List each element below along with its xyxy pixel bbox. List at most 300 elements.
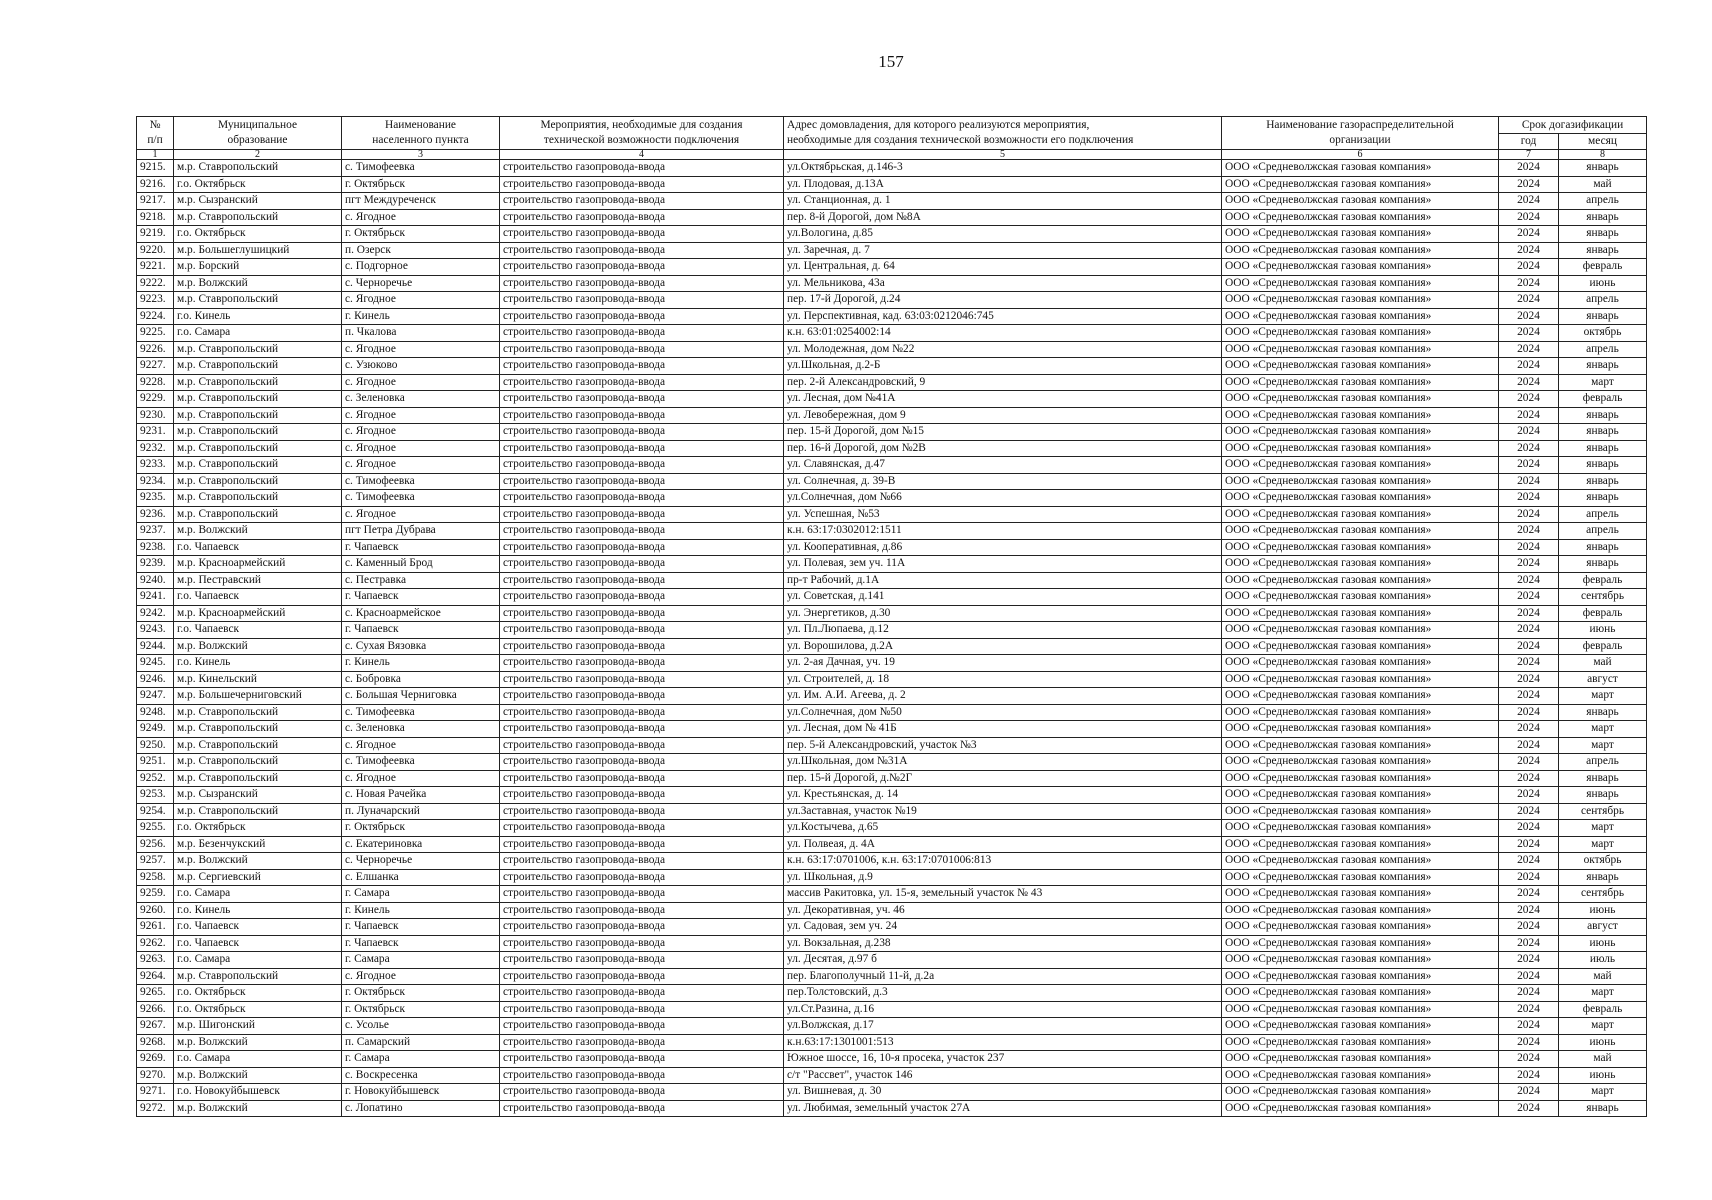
- table-row: [137, 209, 1647, 226]
- year-cell: 2024: [1499, 853, 1559, 870]
- municipality-cell: м.р. Ставропольский: [174, 209, 342, 226]
- address-cell: ул. Славянская, д.47: [784, 457, 1222, 474]
- municipality-cell: м.р. Ставропольский: [174, 490, 342, 507]
- table-row: [137, 704, 1647, 721]
- header-settlement: [342, 117, 500, 150]
- organization-cell: ООО «Средневолжская газовая компания»: [1222, 457, 1499, 474]
- settlement-cell: с. Каменный Брод: [342, 556, 500, 573]
- year-cell: 2024: [1499, 1067, 1559, 1084]
- address-cell: к.н.63:17:1301001:513: [784, 1034, 1222, 1051]
- municipality-cell: м.р. Волжский: [174, 1067, 342, 1084]
- municipality-cell: м.р. Волжский: [174, 1100, 342, 1117]
- address-cell: ул. Декоративная, уч. 46: [784, 902, 1222, 919]
- measure-cell: строительство газопровода-ввода: [500, 952, 784, 969]
- header-year: год: [1499, 134, 1559, 150]
- municipality-cell: г.о. Октябрьск: [174, 176, 342, 193]
- address-cell: пер. 16-й Дорогой, дом №2В: [784, 440, 1222, 457]
- address-cell: ул. Вишневая, д. 30: [784, 1084, 1222, 1101]
- municipality-cell: м.р. Сызранский: [174, 193, 342, 210]
- month-cell: январь: [1559, 440, 1647, 457]
- row-number: 9236.: [137, 506, 174, 523]
- settlement-cell: с. Большая Черниговка: [342, 688, 500, 705]
- municipality-cell: м.р. Красноармейский: [174, 605, 342, 622]
- address-cell: ул. 2-ая Дачная, уч. 19: [784, 655, 1222, 672]
- row-number: 9216.: [137, 176, 174, 193]
- organization-cell: ООО «Средневолжская газовая компания»: [1222, 1100, 1499, 1117]
- settlement-cell: с. Лопатино: [342, 1100, 500, 1117]
- header-settlement-line2: населенного пункта: [372, 134, 469, 146]
- table-row: [137, 622, 1647, 639]
- row-number: 9267.: [137, 1018, 174, 1035]
- settlement-cell: г. Новокуйбышевск: [342, 1084, 500, 1101]
- month-cell: июнь: [1559, 902, 1647, 919]
- organization-cell: ООО «Средневолжская газовая компания»: [1222, 820, 1499, 837]
- measure-cell: строительство газопровода-ввода: [500, 341, 784, 358]
- table-row: [137, 242, 1647, 259]
- organization-cell: ООО «Средневолжская газовая компания»: [1222, 869, 1499, 886]
- row-number: 9257.: [137, 853, 174, 870]
- measure-cell: строительство газопровода-ввода: [500, 655, 784, 672]
- municipality-cell: м.р. Волжский: [174, 1034, 342, 1051]
- year-cell: 2024: [1499, 1018, 1559, 1035]
- table-row: [137, 292, 1647, 309]
- table-row: [137, 572, 1647, 589]
- year-cell: 2024: [1499, 968, 1559, 985]
- measure-cell: строительство газопровода-ввода: [500, 193, 784, 210]
- row-number: 9268.: [137, 1034, 174, 1051]
- organization-cell: ООО «Средневолжская газовая компания»: [1222, 638, 1499, 655]
- measure-cell: строительство газопровода-ввода: [500, 1100, 784, 1117]
- address-cell: массив Ракитовка, ул. 15-я, земельный участок № 43: [784, 886, 1222, 903]
- year-cell: 2024: [1499, 391, 1559, 408]
- settlement-cell: г. Самара: [342, 952, 500, 969]
- table-row: [137, 193, 1647, 210]
- row-number: 9227.: [137, 358, 174, 375]
- settlement-cell: г. Кинель: [342, 655, 500, 672]
- measure-cell: строительство газопровода-ввода: [500, 209, 784, 226]
- settlement-cell: с. Ягодное: [342, 968, 500, 985]
- settlement-cell: с. Елшанка: [342, 869, 500, 886]
- organization-cell: ООО «Средневолжская газовая компания»: [1222, 1034, 1499, 1051]
- municipality-cell: м.р. Ставропольский: [174, 721, 342, 738]
- table-body: [137, 160, 1647, 1117]
- address-cell: ул. Плодовая, д.13А: [784, 176, 1222, 193]
- organization-cell: ООО «Средневолжская газовая компания»: [1222, 358, 1499, 375]
- measure-cell: строительство газопровода-ввода: [500, 919, 784, 936]
- settlement-cell: с. Ягодное: [342, 407, 500, 424]
- month-cell: март: [1559, 737, 1647, 754]
- table-row: [137, 968, 1647, 985]
- row-number: 9218.: [137, 209, 174, 226]
- municipality-cell: м.р. Борский: [174, 259, 342, 276]
- settlement-cell: г. Чапаевск: [342, 935, 500, 952]
- month-cell: сентябрь: [1559, 886, 1647, 903]
- year-cell: 2024: [1499, 572, 1559, 589]
- year-cell: 2024: [1499, 226, 1559, 243]
- year-cell: 2024: [1499, 902, 1559, 919]
- municipality-cell: м.р. Ставропольский: [174, 391, 342, 408]
- row-number: 9221.: [137, 259, 174, 276]
- settlement-cell: г. Чапаевск: [342, 919, 500, 936]
- row-number: 9259.: [137, 886, 174, 903]
- table-row: [137, 869, 1647, 886]
- organization-cell: ООО «Средневолжская газовая компания»: [1222, 275, 1499, 292]
- settlement-cell: г. Самара: [342, 1051, 500, 1068]
- organization-cell: ООО «Средневолжская газовая компания»: [1222, 1051, 1499, 1068]
- settlement-cell: г. Кинель: [342, 902, 500, 919]
- year-cell: 2024: [1499, 787, 1559, 804]
- year-cell: 2024: [1499, 473, 1559, 490]
- month-cell: февраль: [1559, 605, 1647, 622]
- municipality-cell: м.р. Ставропольский: [174, 457, 342, 474]
- address-cell: ул. Школьная, д.9: [784, 869, 1222, 886]
- settlement-cell: п. Чкалова: [342, 325, 500, 342]
- measure-cell: строительство газопровода-ввода: [500, 737, 784, 754]
- month-cell: январь: [1559, 490, 1647, 507]
- organization-cell: ООО «Средневолжская газовая компания»: [1222, 968, 1499, 985]
- municipality-cell: м.р. Волжский: [174, 523, 342, 540]
- municipality-cell: м.р. Ставропольский: [174, 737, 342, 754]
- column-index: 5: [784, 150, 1222, 160]
- organization-cell: ООО «Средневолжская газовая компания»: [1222, 655, 1499, 672]
- table-row: [137, 473, 1647, 490]
- table-row: [137, 770, 1647, 787]
- municipality-cell: г.о. Самара: [174, 1051, 342, 1068]
- municipality-cell: м.р. Волжский: [174, 638, 342, 655]
- month-cell: июнь: [1559, 1034, 1647, 1051]
- row-number: 9244.: [137, 638, 174, 655]
- settlement-cell: г. Чапаевск: [342, 622, 500, 639]
- month-cell: август: [1559, 919, 1647, 936]
- row-number: 9238.: [137, 539, 174, 556]
- table-row: [137, 440, 1647, 457]
- municipality-cell: г.о. Чапаевск: [174, 539, 342, 556]
- organization-cell: ООО «Средневолжская газовая компания»: [1222, 308, 1499, 325]
- month-cell: июнь: [1559, 622, 1647, 639]
- settlement-cell: с. Черноречье: [342, 853, 500, 870]
- address-cell: ул. Советская, д.141: [784, 589, 1222, 606]
- month-cell: февраль: [1559, 259, 1647, 276]
- settlement-cell: г. Октябрьск: [342, 820, 500, 837]
- municipality-cell: м.р. Пестравский: [174, 572, 342, 589]
- settlement-cell: с. Ягодное: [342, 424, 500, 441]
- column-index: 4: [500, 150, 784, 160]
- table-row: [137, 655, 1647, 672]
- table-row: [137, 1084, 1647, 1101]
- measure-cell: строительство газопровода-ввода: [500, 622, 784, 639]
- organization-cell: ООО «Средневолжская газовая компания»: [1222, 919, 1499, 936]
- measure-cell: строительство газопровода-ввода: [500, 391, 784, 408]
- table-row: [137, 308, 1647, 325]
- year-cell: 2024: [1499, 1051, 1559, 1068]
- row-number: 9232.: [137, 440, 174, 457]
- organization-cell: ООО «Средневолжская газовая компания»: [1222, 160, 1499, 177]
- row-number: 9252.: [137, 770, 174, 787]
- year-cell: 2024: [1499, 869, 1559, 886]
- measure-cell: строительство газопровода-ввода: [500, 242, 784, 259]
- address-cell: ул. Любимая, земельный участок 27А: [784, 1100, 1222, 1117]
- organization-cell: ООО «Средневолжская газовая компания»: [1222, 853, 1499, 870]
- row-number: 9225.: [137, 325, 174, 342]
- address-cell: пер. 8-й Дорогой, дом №8А: [784, 209, 1222, 226]
- address-cell: ул. Станционная, д. 1: [784, 193, 1222, 210]
- measure-cell: строительство газопровода-ввода: [500, 358, 784, 375]
- month-cell: апрель: [1559, 292, 1647, 309]
- measure-cell: строительство газопровода-ввода: [500, 902, 784, 919]
- measure-cell: строительство газопровода-ввода: [500, 160, 784, 177]
- month-cell: июнь: [1559, 275, 1647, 292]
- municipality-cell: г.о. Чапаевск: [174, 589, 342, 606]
- municipality-cell: м.р. Ставропольский: [174, 704, 342, 721]
- measure-cell: строительство газопровода-ввода: [500, 556, 784, 573]
- row-number: 9258.: [137, 869, 174, 886]
- measure-cell: строительство газопровода-ввода: [500, 589, 784, 606]
- row-number: 9245.: [137, 655, 174, 672]
- header-org-line1: Наименование газораспределительной: [1266, 119, 1454, 131]
- year-cell: 2024: [1499, 1034, 1559, 1051]
- organization-cell: ООО «Средневолжская газовая компания»: [1222, 935, 1499, 952]
- measure-cell: строительство газопровода-ввода: [500, 968, 784, 985]
- measure-cell: строительство газопровода-ввода: [500, 605, 784, 622]
- year-cell: 2024: [1499, 424, 1559, 441]
- settlement-cell: с. Бобровка: [342, 671, 500, 688]
- row-number: 9247.: [137, 688, 174, 705]
- measure-cell: строительство газопровода-ввода: [500, 424, 784, 441]
- settlement-cell: с. Красноармейское: [342, 605, 500, 622]
- settlement-cell: с. Усолье: [342, 1018, 500, 1035]
- year-cell: 2024: [1499, 292, 1559, 309]
- table-row: [137, 1034, 1647, 1051]
- organization-cell: ООО «Средневолжская газовая компания»: [1222, 1018, 1499, 1035]
- organization-cell: ООО «Средневолжская газовая компания»: [1222, 721, 1499, 738]
- year-cell: 2024: [1499, 457, 1559, 474]
- row-number: 9220.: [137, 242, 174, 259]
- year-cell: 2024: [1499, 704, 1559, 721]
- municipality-cell: г.о. Чапаевск: [174, 919, 342, 936]
- year-cell: 2024: [1499, 308, 1559, 325]
- month-cell: май: [1559, 176, 1647, 193]
- header-measures-line1: Мероприятия, необходимые для создания: [540, 119, 743, 131]
- month-cell: июль: [1559, 952, 1647, 969]
- municipality-cell: м.р. Ставропольский: [174, 407, 342, 424]
- row-number: 9228.: [137, 374, 174, 391]
- table-row: [137, 391, 1647, 408]
- table-row: [137, 803, 1647, 820]
- row-number: 9254.: [137, 803, 174, 820]
- address-cell: ул.Волжская, д.17: [784, 1018, 1222, 1035]
- month-cell: май: [1559, 968, 1647, 985]
- table-row: [137, 902, 1647, 919]
- column-index: 6: [1222, 150, 1499, 160]
- municipality-cell: м.р. Ставропольский: [174, 754, 342, 771]
- month-cell: октябрь: [1559, 325, 1647, 342]
- address-cell: ул. Лесная, дом № 41Б: [784, 721, 1222, 738]
- measure-cell: строительство газопровода-ввода: [500, 1084, 784, 1101]
- row-number: 9231.: [137, 424, 174, 441]
- measure-cell: строительство газопровода-ввода: [500, 820, 784, 837]
- year-cell: 2024: [1499, 341, 1559, 358]
- settlement-cell: г. Кинель: [342, 308, 500, 325]
- municipality-cell: м.р. Кинельский: [174, 671, 342, 688]
- municipality-cell: г.о. Чапаевск: [174, 622, 342, 639]
- address-cell: ул.Ст.Разина, д.16: [784, 1001, 1222, 1018]
- column-index: 1: [137, 150, 174, 160]
- row-number: 9272.: [137, 1100, 174, 1117]
- page-number: 157: [878, 52, 904, 71]
- address-cell: ул. Кооперативная, д.86: [784, 539, 1222, 556]
- measure-cell: строительство газопровода-ввода: [500, 1001, 784, 1018]
- row-number: 9260.: [137, 902, 174, 919]
- column-index: 7: [1499, 150, 1559, 160]
- row-number: 9265.: [137, 985, 174, 1002]
- municipality-cell: м.р. Ставропольский: [174, 803, 342, 820]
- table-row: [137, 275, 1647, 292]
- municipality-cell: г.о. Кинель: [174, 902, 342, 919]
- settlement-cell: с. Ягодное: [342, 374, 500, 391]
- year-cell: 2024: [1499, 523, 1559, 540]
- row-number: 9242.: [137, 605, 174, 622]
- measure-cell: строительство газопровода-ввода: [500, 325, 784, 342]
- row-number: 9256.: [137, 836, 174, 853]
- month-cell: январь: [1559, 308, 1647, 325]
- measure-cell: строительство газопровода-ввода: [500, 853, 784, 870]
- year-cell: 2024: [1499, 193, 1559, 210]
- municipality-cell: м.р. Сызранский: [174, 787, 342, 804]
- row-number: 9248.: [137, 704, 174, 721]
- organization-cell: ООО «Средневолжская газовая компания»: [1222, 952, 1499, 969]
- measure-cell: строительство газопровода-ввода: [500, 1067, 784, 1084]
- settlement-cell: пгт Петра Дубрава: [342, 523, 500, 540]
- column-index: 3: [342, 150, 500, 160]
- address-cell: ул. Молодежная, дом №22: [784, 341, 1222, 358]
- settlement-cell: с. Тимофеевка: [342, 754, 500, 771]
- table-row: [137, 1100, 1647, 1117]
- year-cell: 2024: [1499, 506, 1559, 523]
- year-cell: 2024: [1499, 688, 1559, 705]
- organization-cell: ООО «Средневолжская газовая компания»: [1222, 539, 1499, 556]
- table-row: [137, 358, 1647, 375]
- month-cell: январь: [1559, 242, 1647, 259]
- row-number: 9261.: [137, 919, 174, 936]
- measure-cell: строительство газопровода-ввода: [500, 985, 784, 1002]
- organization-cell: ООО «Средневолжская газовая компания»: [1222, 193, 1499, 210]
- row-number: 9237.: [137, 523, 174, 540]
- table-row: [137, 754, 1647, 771]
- measure-cell: строительство газопровода-ввода: [500, 1051, 784, 1068]
- header-municipality-line2: образование: [227, 134, 288, 146]
- month-cell: май: [1559, 655, 1647, 672]
- header-org: [1222, 117, 1499, 150]
- month-cell: апрель: [1559, 754, 1647, 771]
- municipality-cell: г.о. Самара: [174, 886, 342, 903]
- measure-cell: строительство газопровода-ввода: [500, 1018, 784, 1035]
- table-row: [137, 424, 1647, 441]
- measure-cell: строительство газопровода-ввода: [500, 935, 784, 952]
- settlement-cell: п. Озерск: [342, 242, 500, 259]
- organization-cell: ООО «Средневолжская газовая компания»: [1222, 589, 1499, 606]
- organization-cell: ООО «Средневолжская газовая компания»: [1222, 341, 1499, 358]
- measure-cell: строительство газопровода-ввода: [500, 754, 784, 771]
- address-cell: ул. Заречная, д. 7: [784, 242, 1222, 259]
- address-cell: ул. Лесная, дом №41А: [784, 391, 1222, 408]
- organization-cell: ООО «Средневолжская газовая компания»: [1222, 407, 1499, 424]
- settlement-cell: с. Зеленовка: [342, 391, 500, 408]
- table-row: [137, 638, 1647, 655]
- year-cell: 2024: [1499, 556, 1559, 573]
- measure-cell: строительство газопровода-ввода: [500, 226, 784, 243]
- year-cell: 2024: [1499, 836, 1559, 853]
- organization-cell: ООО «Средневолжская газовая компания»: [1222, 671, 1499, 688]
- address-cell: пр-т Рабочий, д.1А: [784, 572, 1222, 589]
- measure-cell: строительство газопровода-ввода: [500, 869, 784, 886]
- row-number: 9239.: [137, 556, 174, 573]
- table-row: [137, 226, 1647, 243]
- table-row: [137, 523, 1647, 540]
- table-row: [137, 506, 1647, 523]
- year-cell: 2024: [1499, 407, 1559, 424]
- month-cell: июнь: [1559, 935, 1647, 952]
- measure-cell: строительство газопровода-ввода: [500, 704, 784, 721]
- row-number: 9264.: [137, 968, 174, 985]
- organization-cell: ООО «Средневолжская газовая компания»: [1222, 985, 1499, 1002]
- organization-cell: ООО «Средневолжская газовая компания»: [1222, 572, 1499, 589]
- month-cell: май: [1559, 1051, 1647, 1068]
- settlement-cell: с. Узюково: [342, 358, 500, 375]
- address-cell: ул. Десятая, д.97 б: [784, 952, 1222, 969]
- month-cell: январь: [1559, 539, 1647, 556]
- measure-cell: строительство газопровода-ввода: [500, 688, 784, 705]
- address-cell: ул. Вокзальная, д.238: [784, 935, 1222, 952]
- settlement-cell: г. Самара: [342, 886, 500, 903]
- year-cell: 2024: [1499, 1100, 1559, 1117]
- table-row: [137, 1001, 1647, 1018]
- organization-cell: ООО «Средневолжская газовая компания»: [1222, 490, 1499, 507]
- measure-cell: строительство газопровода-ввода: [500, 671, 784, 688]
- measure-cell: строительство газопровода-ввода: [500, 886, 784, 903]
- header-deadline: Срок догазификации: [1499, 117, 1647, 134]
- table-header: [137, 117, 1647, 160]
- municipality-cell: м.р. Большеглушицкий: [174, 242, 342, 259]
- municipality-cell: г.о. Октябрьск: [174, 226, 342, 243]
- organization-cell: ООО «Средневолжская газовая компания»: [1222, 440, 1499, 457]
- measure-cell: строительство газопровода-ввода: [500, 721, 784, 738]
- table-row: [137, 836, 1647, 853]
- year-cell: 2024: [1499, 490, 1559, 507]
- year-cell: 2024: [1499, 886, 1559, 903]
- table-row: [137, 589, 1647, 606]
- organization-cell: ООО «Средневолжская газовая компания»: [1222, 902, 1499, 919]
- organization-cell: ООО «Средневолжская газовая компания»: [1222, 688, 1499, 705]
- year-cell: 2024: [1499, 985, 1559, 1002]
- column-index: 8: [1559, 150, 1647, 160]
- month-cell: январь: [1559, 424, 1647, 441]
- address-cell: пер. Благополучный 11-й, д.2а: [784, 968, 1222, 985]
- organization-cell: ООО «Средневолжская газовая компания»: [1222, 754, 1499, 771]
- header-num: [137, 117, 174, 150]
- organization-cell: ООО «Средневолжская газовая компания»: [1222, 473, 1499, 490]
- organization-cell: ООО «Средневолжская газовая компания»: [1222, 622, 1499, 639]
- municipality-cell: м.р. Безенчукский: [174, 836, 342, 853]
- municipality-cell: м.р. Ставропольский: [174, 770, 342, 787]
- municipality-cell: г.о. Самара: [174, 325, 342, 342]
- month-cell: март: [1559, 836, 1647, 853]
- measure-cell: строительство газопровода-ввода: [500, 506, 784, 523]
- measure-cell: строительство газопровода-ввода: [500, 473, 784, 490]
- row-number: 9234.: [137, 473, 174, 490]
- address-cell: пер. 17-й Дорогой, д.24: [784, 292, 1222, 309]
- municipality-cell: г.о. Кинель: [174, 308, 342, 325]
- month-cell: январь: [1559, 457, 1647, 474]
